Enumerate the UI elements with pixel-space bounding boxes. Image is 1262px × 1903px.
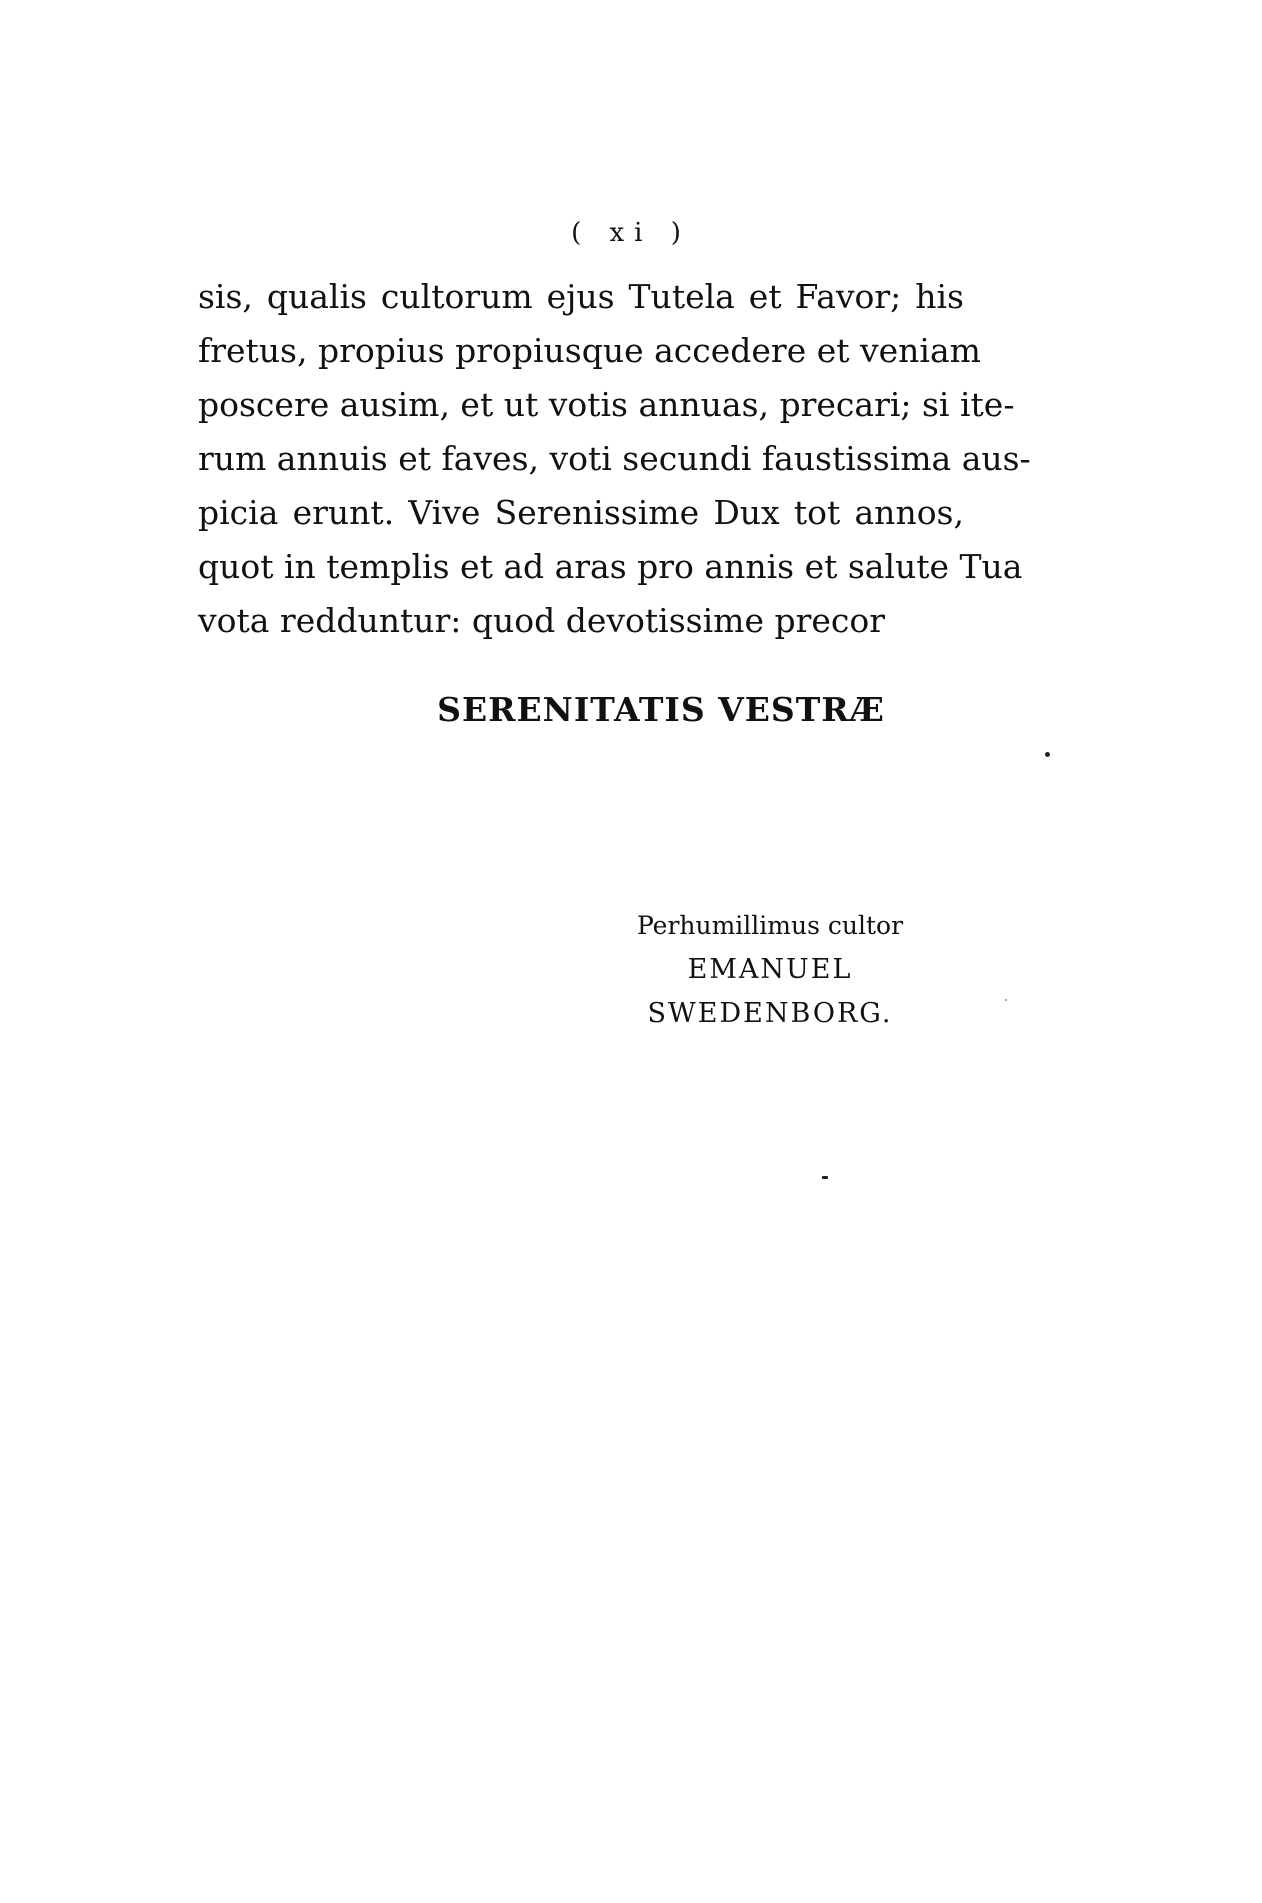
body-line: vota redduntur: quod devotissime precor xyxy=(198,601,886,640)
body-line: poscere ausim, et ut votis annuas, precari; si ite- xyxy=(198,385,1015,424)
print-speck xyxy=(1045,752,1050,757)
closing-line: Perhumillimus cultor xyxy=(636,911,904,940)
body-text xyxy=(198,270,1031,648)
body-line: picia erunt. Vive Serenissime Dux tot annos, xyxy=(198,493,964,532)
salutation-heading: SERENITATIS VESTRÆ xyxy=(437,690,885,729)
body-line: fretus, propius propiusque accedere et veniam xyxy=(198,331,981,370)
page-number: ( xi ) xyxy=(571,218,691,248)
body-line: sis, qualis cultorum ejus Tutela et Favor; his xyxy=(198,277,964,316)
print-speck xyxy=(1005,999,1007,1001)
body-line: quot in templis et ad aras pro annis et salute Tua xyxy=(198,547,1023,586)
body-line: rum annuis et faves, voti secundi faustissima aus- xyxy=(198,439,1031,478)
print-speck xyxy=(822,1176,828,1179)
signature: EMANUEL SWEDENBORG. xyxy=(647,954,893,1029)
signoff xyxy=(560,904,980,1036)
